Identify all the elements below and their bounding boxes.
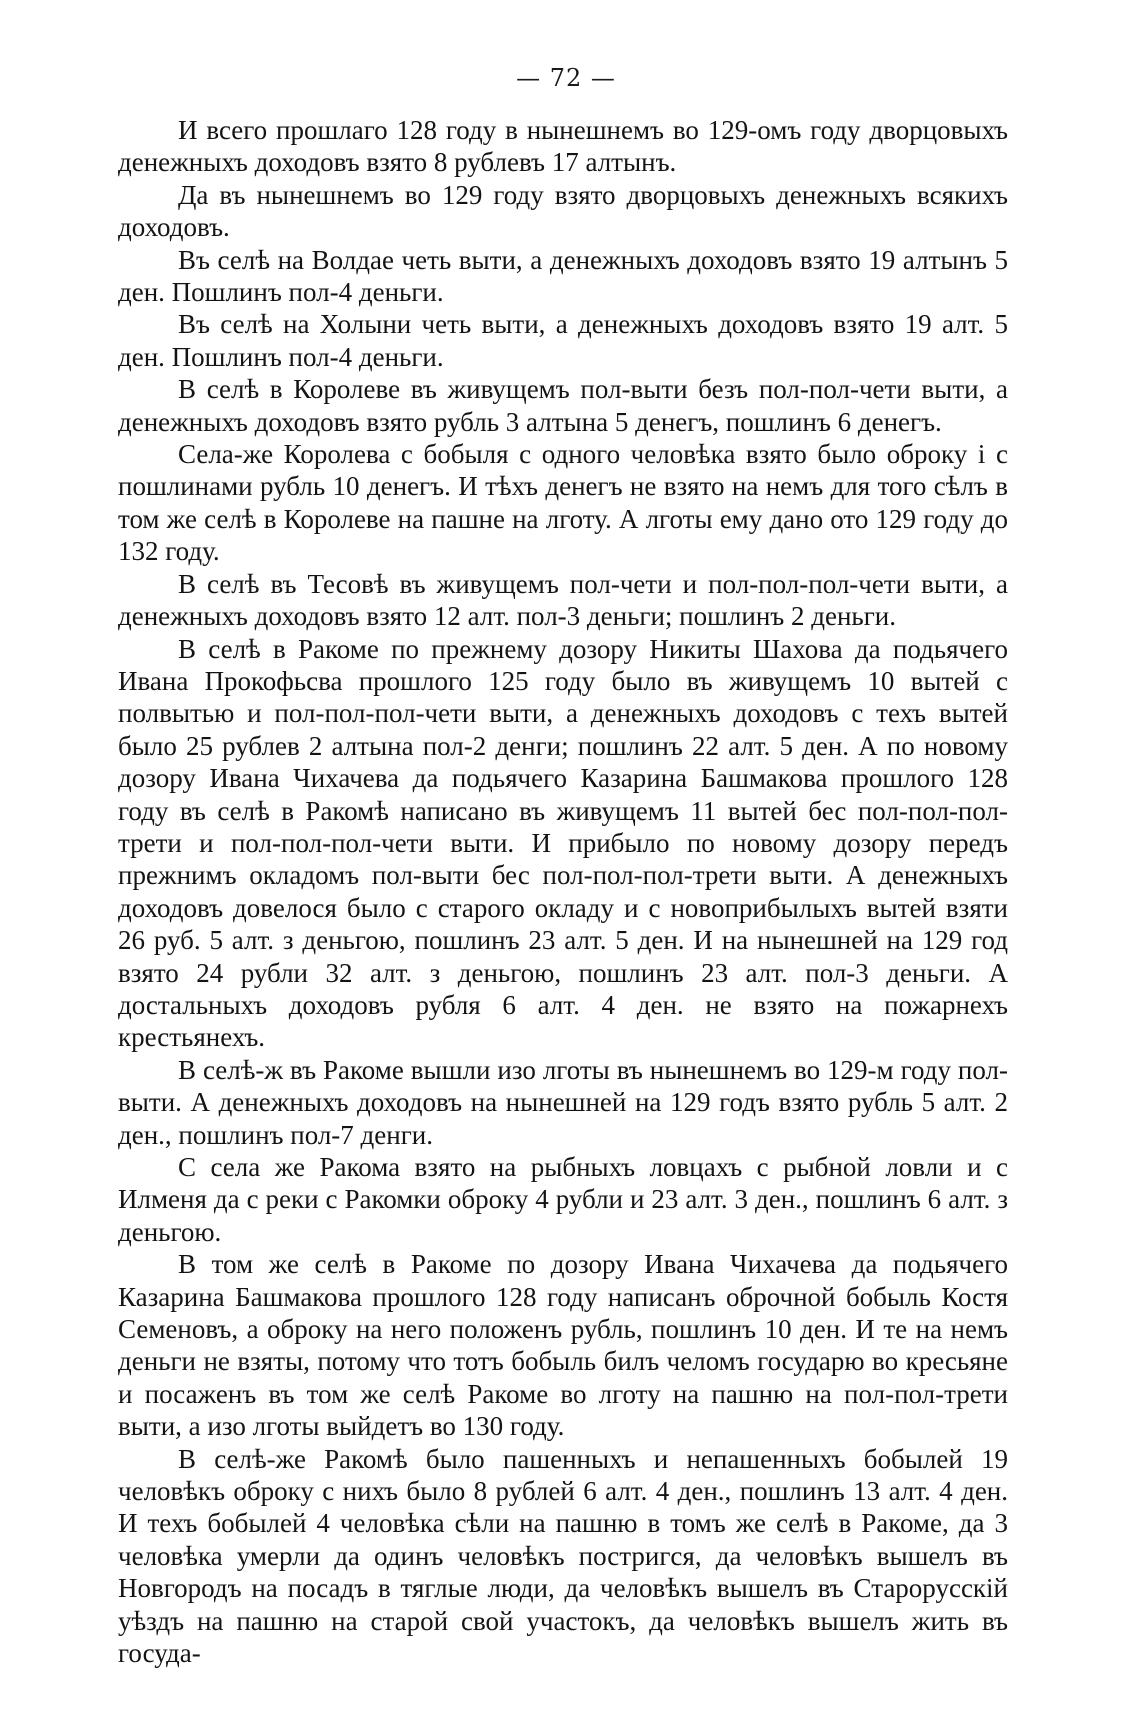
- paragraph: В селѣ-ж въ Ракоме вышли изо лготы въ нынешнемъ во 129-м году пол-выти. А денежныхъ доходовъ на нынешней на 129 годъ взято рубль 5 алт. 2 ден., пошлинъ пол-7 денги.: [118, 1054, 1008, 1150]
- paragraph: С села же Ракома взято на рыбныхъ ловцахъ с рыбной ловли и с Илменя да с реки с Ракомки оброку 4 рубли и 23 алт. 3 ден., пошлинъ 6 алт. з деньгою.: [118, 1152, 1008, 1247]
- paragraph: И всего прошлаго 128 году в нынешнемъ во 129-омъ году дворцовыхъ денежныхъ доходовъ взято 8 рублевъ 17 алтынъ.: [118, 115, 1008, 178]
- paragraph: В селѣ-же Ракомѣ было пашенныхъ и непашенныхъ бобылей 19 человѣкъ оброку с нихъ было 8 рублей 6 алт. 4 ден., пошлинъ 13 алт. 4 ден. И техъ бобылей 4 человѣка сѣли на пашню в томъ же селѣ в Ракоме, да 3 человѣка умерли да одинъ человѣкъ постригся, да человѣкъ вышелъ въ Новгородъ на посадъ в тяглые люди, да человѣкъ вышелъ въ Старорусскій уѣздъ на пашню на старой свой участокъ, да человѣкъ вышелъ жить въ госуда-: [118, 1443, 1008, 1669]
- paragraph: В селѣ в Королеве въ живущемъ пол-выти безъ пол-пол-чети выти, а денежныхъ доходовъ взято рубль 3 алтына 5 денегъ, пошлинъ 6 денегъ.: [118, 374, 1008, 437]
- paragraph: В селѣ въ Тесовѣ въ живущемъ пол-чети и пол-пол-пол-чети выти, а денежныхъ доходовъ взято 12 алт. пол-3 деньги; пошлинъ 2 деньги.: [118, 568, 1008, 632]
- paragraph: В том же селѣ в Ракоме по дозору Ивана Чихачева да подьячего Казарина Башмакова прошлого 128 году написанъ оброчной бобыль Костя Семеновъ, а оброку на него положенъ рубль, пошлинъ 10 ден. И те на немъ деньги не взяты, потому что тотъ бобыль билъ челомъ государю во кресьяне и посаженъ въ том же селѣ Ракоме во лготу на пашню на пол-пол-трети выти, а изо лготы выйдетъ во 130 году.: [118, 1249, 1008, 1442]
- body-text: [118, 114, 1008, 1670]
- paragraph: В селѣ в Ракоме по прежнему дозору Никиты Шахова да подьячего Ивана Прокофьсва прошлого 125 году было въ живущемъ 10 вытей с полвытью и пол-пол-пол-чети выти, а денежныхъ доходовъ с техъ вытей было 25 рублев 2 алтына пол-2 денги; пошлинъ 22 алт. 5 ден. А по новому дозору Ивана Чихачева да подьячего Казарина Башмакова прошлого 128 году въ селѣ в Ракомѣ написано въ живущемъ 11 вытей бес пол-пол-пол-трети и пол-пол-пол-чети выти. И прибыло по новому дозору передъ прежнимъ окладомъ пол-выти бес пол-пол-пол-трети выти. А денежныхъ доходовъ довелося было с старого окладу и с новоприбылыхъ вытей взяти 26 руб. 5 алт. з деньгою, пошлинъ 23 алт. 5 ден. И на нынешней на 129 год взято 24 рубли 32 алт. з деньгою, пошлинъ 23 алт. пол-3 деньги. А достальныхъ доходовъ рубля 6 алт. 4 ден. не взято на пожарнехъ крестьянехъ.: [118, 633, 1008, 1053]
- paragraph: Въ селѣ на Волдае четь выти, а денежныхъ доходовъ взято 19 алтынъ 5 ден. Пошлинъ пол-4 деньги.: [118, 244, 1008, 308]
- paragraph: Да въ нынешнемъ во 129 году взято дворцовыхъ денежныхъ всякихъ доходовъ.: [118, 179, 1008, 243]
- paragraph: Въ селѣ на Холыни четь выти, а денежныхъ доходовъ взято 19 алт. 5 ден. Пошлинъ пол-4 деньги.: [118, 309, 1008, 372]
- paragraph: Села-же Королева с бобыля с одного человѣка взято было оброку і с пошлинами рубль 10 денегъ. И тѣхъ денегъ не взято на немъ для того сѣлъ в том же селѣ в Королеве на пашне на лготу. А лготы ему дано ото 129 году до 132 году.: [118, 439, 1008, 567]
- page-number: — 72 —: [516, 64, 616, 92]
